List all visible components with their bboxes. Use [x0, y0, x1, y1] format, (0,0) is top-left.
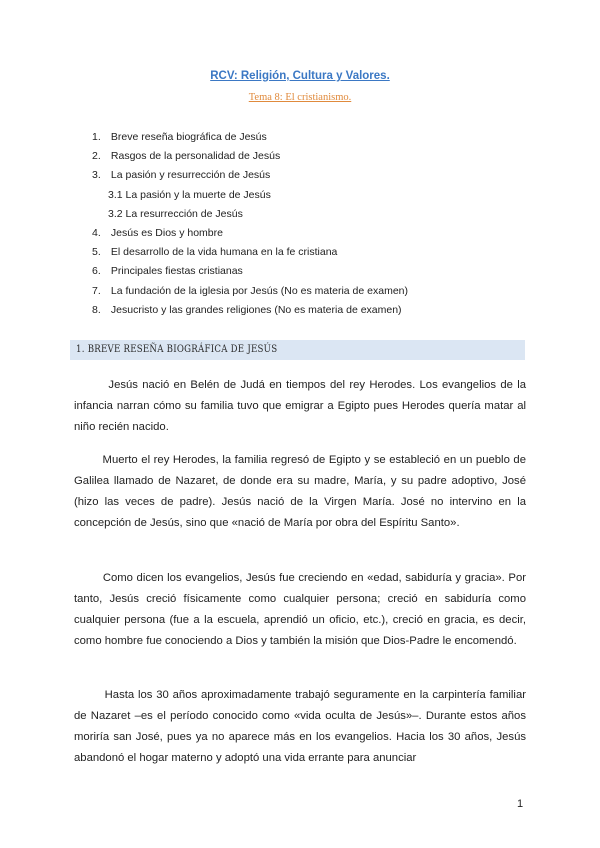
body-paragraph: [74, 568, 526, 652]
paragraph-text: Hasta los 30 años aproximadamente trabajó seguramente en la carpintería familiar de Nazaret –es el período conocido como «vida oculta de Jesús»–. Durante estos años moriría san José, pues ya no aparece más en los evangelios. Hacia los 30 años, Jesús abandonó el hogar materno y adoptó una vida errante para anunciar: [74, 689, 526, 764]
toc-number: 4.: [92, 226, 101, 239]
toc-subitem: [92, 205, 408, 224]
toc-number: 7.: [92, 284, 101, 297]
section-heading-bar: [70, 340, 525, 360]
toc-item: [92, 166, 408, 185]
toc-label: La pasión y resurrección de Jesús: [110, 169, 271, 182]
toc-label: 3.1 La pasión y la muerte de Jesús: [108, 188, 271, 201]
toc-label: Breve reseña biográfica de Jesús: [110, 131, 267, 143]
toc-label: Jesucristo y las grandes religiones (No es materia de examen): [110, 303, 402, 316]
paragraph-text: Como dicen los evangelios, Jesús fue creciendo en «edad, sabiduría y gracia». Por tanto, Jesús creció físicamente como cualquier persona; creció en sabiduría como cualquier persona (fue a la escuela, aprendió un oficio, etc.), creció en gracia, es decir, como hombre fue conociendo a Dios y también la misión que Dios-Padre le encomendó.: [74, 572, 526, 647]
toc-label: La fundación de la iglesia por Jesús (No es materia de examen): [110, 284, 409, 297]
paragraph-text: Muerto el rey Herodes, la familia regresó de Egipto y se estableció en un pueblo de Galilea llamado de Nazaret, de donde era su madre, María, y su padre adoptivo, José (hizo las veces de padre). Jesús nació de la Virgen María. José no intervino en la concepción de Jesús, sino que «nació de María por obra del Espíritu Santo».: [74, 454, 526, 529]
document-subtitle: Tema 8: El cristianismo.: [248, 92, 352, 103]
body-paragraph: [74, 375, 526, 438]
toc-item: [92, 301, 408, 320]
toc-label: Rasgos de la personalidad de Jesús: [110, 150, 281, 163]
toc-item: [92, 128, 408, 147]
table-of-contents: [92, 128, 408, 320]
paragraph-text: Jesús nació en Belén de Judá en tiempos del rey Herodes. Los evangelios de la infancia narran cómo su familia tuvo que emigrar a Egipto pues Herodes quería matar al niño recién nacido.: [74, 379, 526, 433]
section-heading: 1. BREVE RESEÑA BIOGRÁFICA DE JESÚS: [76, 343, 278, 355]
toc-number: 1.: [92, 131, 101, 143]
toc-number: 8.: [92, 303, 101, 316]
toc-label: Principales fiestas cristianas: [110, 265, 243, 278]
toc-item: [92, 262, 408, 281]
body-paragraph: [74, 685, 526, 769]
document-title: RCV: Religión, Cultura y Valores.: [210, 70, 390, 82]
toc-label: 3.2 La resurrección de Jesús: [108, 207, 243, 220]
page-number: 1: [517, 798, 524, 810]
body-paragraph: [74, 450, 526, 534]
toc-subitem: [92, 186, 408, 205]
toc-label: El desarrollo de la vida humana en la fe cristiana: [110, 246, 338, 259]
toc-number: 6.: [92, 265, 101, 278]
toc-item: [92, 282, 408, 301]
toc-item: [92, 224, 408, 243]
toc-item: [92, 147, 408, 166]
toc-item: [92, 243, 408, 262]
toc-number: 2.: [92, 150, 101, 163]
toc-label: Jesús es Dios y hombre: [110, 226, 223, 239]
toc-number: 5.: [92, 246, 101, 259]
toc-number: 3.: [92, 169, 101, 182]
